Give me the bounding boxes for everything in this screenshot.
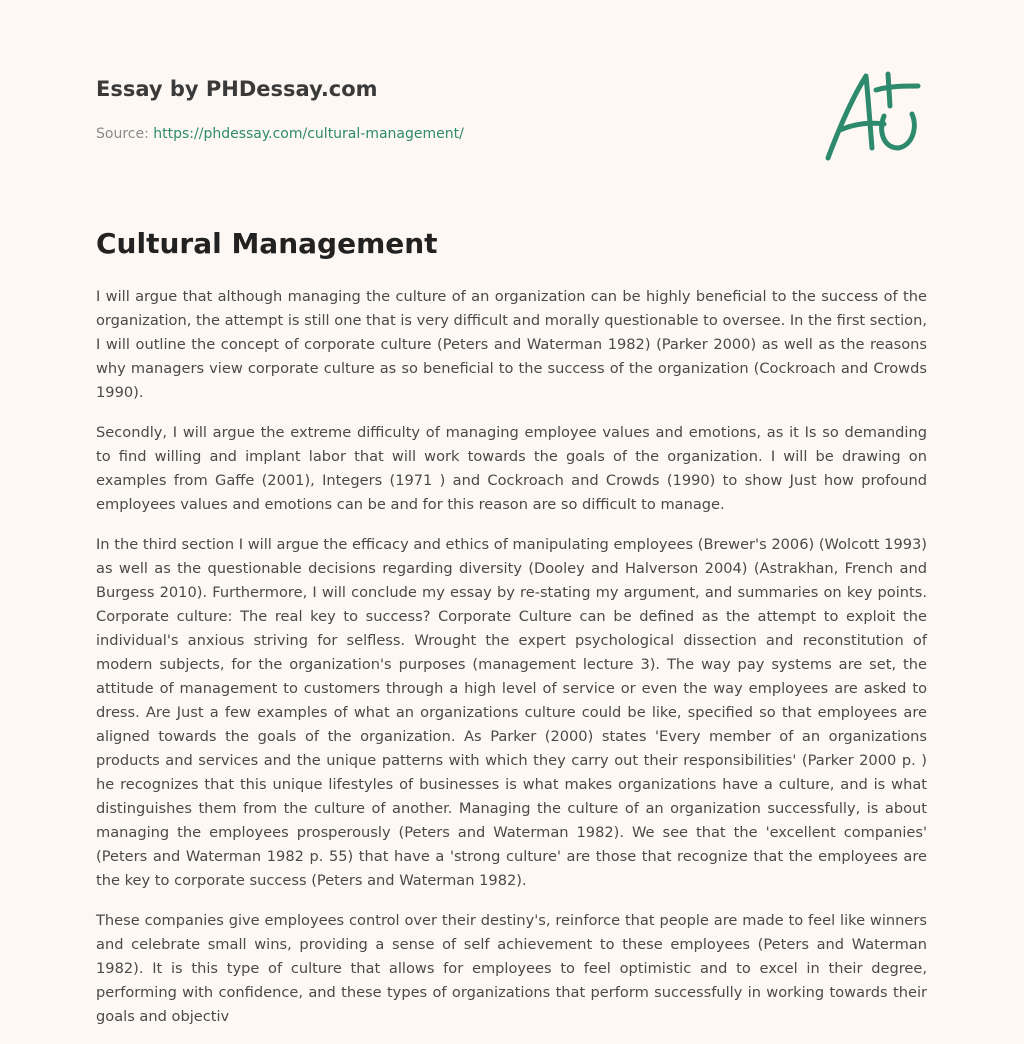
source-label: Source: [96, 126, 149, 142]
essay-body [96, 285, 927, 1044]
page-header [96, 74, 696, 144]
essay-title: Cultural Management [96, 227, 438, 260]
brand-title: Essay by PHDessay.com [96, 77, 378, 101]
essay-paragraph: I will argue that although managing the culture of an organization can be highly beneficial to the success of the organization, the attempt is still one that is very difficult and morally questionable to oversee. In the first section, I will outline the concept of corporate culture (Peters and Waterman 1982) (Parker 2000) as well as the reasons why managers view corporate culture as so beneficial to the success of the organization (Cockroach and Crowds 1990). [96, 288, 927, 401]
source-line [96, 124, 696, 144]
essay-paragraph: Secondly, I will argue the extreme difficulty of managing employee values and emotions, as it Is so demanding to find willing and implant labor that will work towards the goals of the organization. I will be drawing on examples from Gaffe (2001), Integers (1971 ) and Cockroach and Crowds (1990) to show Just how profound employees values and emotions can be and for this reason are so difficult to manage. [96, 424, 927, 513]
essay-paragraph: In the third section I will argue the efficacy and ethics of manipulating employees (Brewer's 2006) (Wolcott 1993) as well as the questionable decisions regarding diversity (Dooley and Halverson 2004) (Astrakhan, French and Burgess 2010). Furthermore, I will conclude my essay by re-stating my argument, and summaries on key points. Corporate culture: The real key to success? Corporate Culture can be defined as the attempt to exploit the individual's anxious striving for selfless. Wrought the expert psychological dissection and reconstitution of modern subjects, for the organization's purposes (management lecture 3). The way pay systems are set, the attitude of management to customers through a high level of service or even the way employees are asked to dress. Are Just a few examples of what an organizations culture could be like, specified so that employees are aligned towards the goals of the organization. As Parker (2000) states 'Every member of an organizations products and services and the unique patterns with which they carry out their responsibilities' (Parker 2000 p. ) he recognizes that this unique lifestyles of businesses is what makes organizations have a culture, and is what distinguishes them from the culture of another. Managing the culture of an organization successfully, is about managing the employees prosperously (Peters and Waterman 1982). We see that the 'excellent companies' (Peters and Waterman 1982 p. 55) that have a 'strong culture' are those that recognize that the employees are the key to corporate success (Peters and Waterman 1982). [96, 536, 927, 889]
a-plus-grade-icon [818, 66, 928, 166]
essay-paragraph: These companies give employees control over their destiny's, reinforce that people are made to feel like winners and celebrate small wins, providing a sense of self achievement to these employees (Peters and Waterman 1982). It is this type of culture that allows for employees to feel optimistic and to excel in their degree, performing with confidence, and these types of organizations that perform successfully in working towards their goals and objectiv [96, 912, 927, 1025]
source-link[interactable]: https://phdessay.com/cultural-management/ [153, 126, 464, 142]
